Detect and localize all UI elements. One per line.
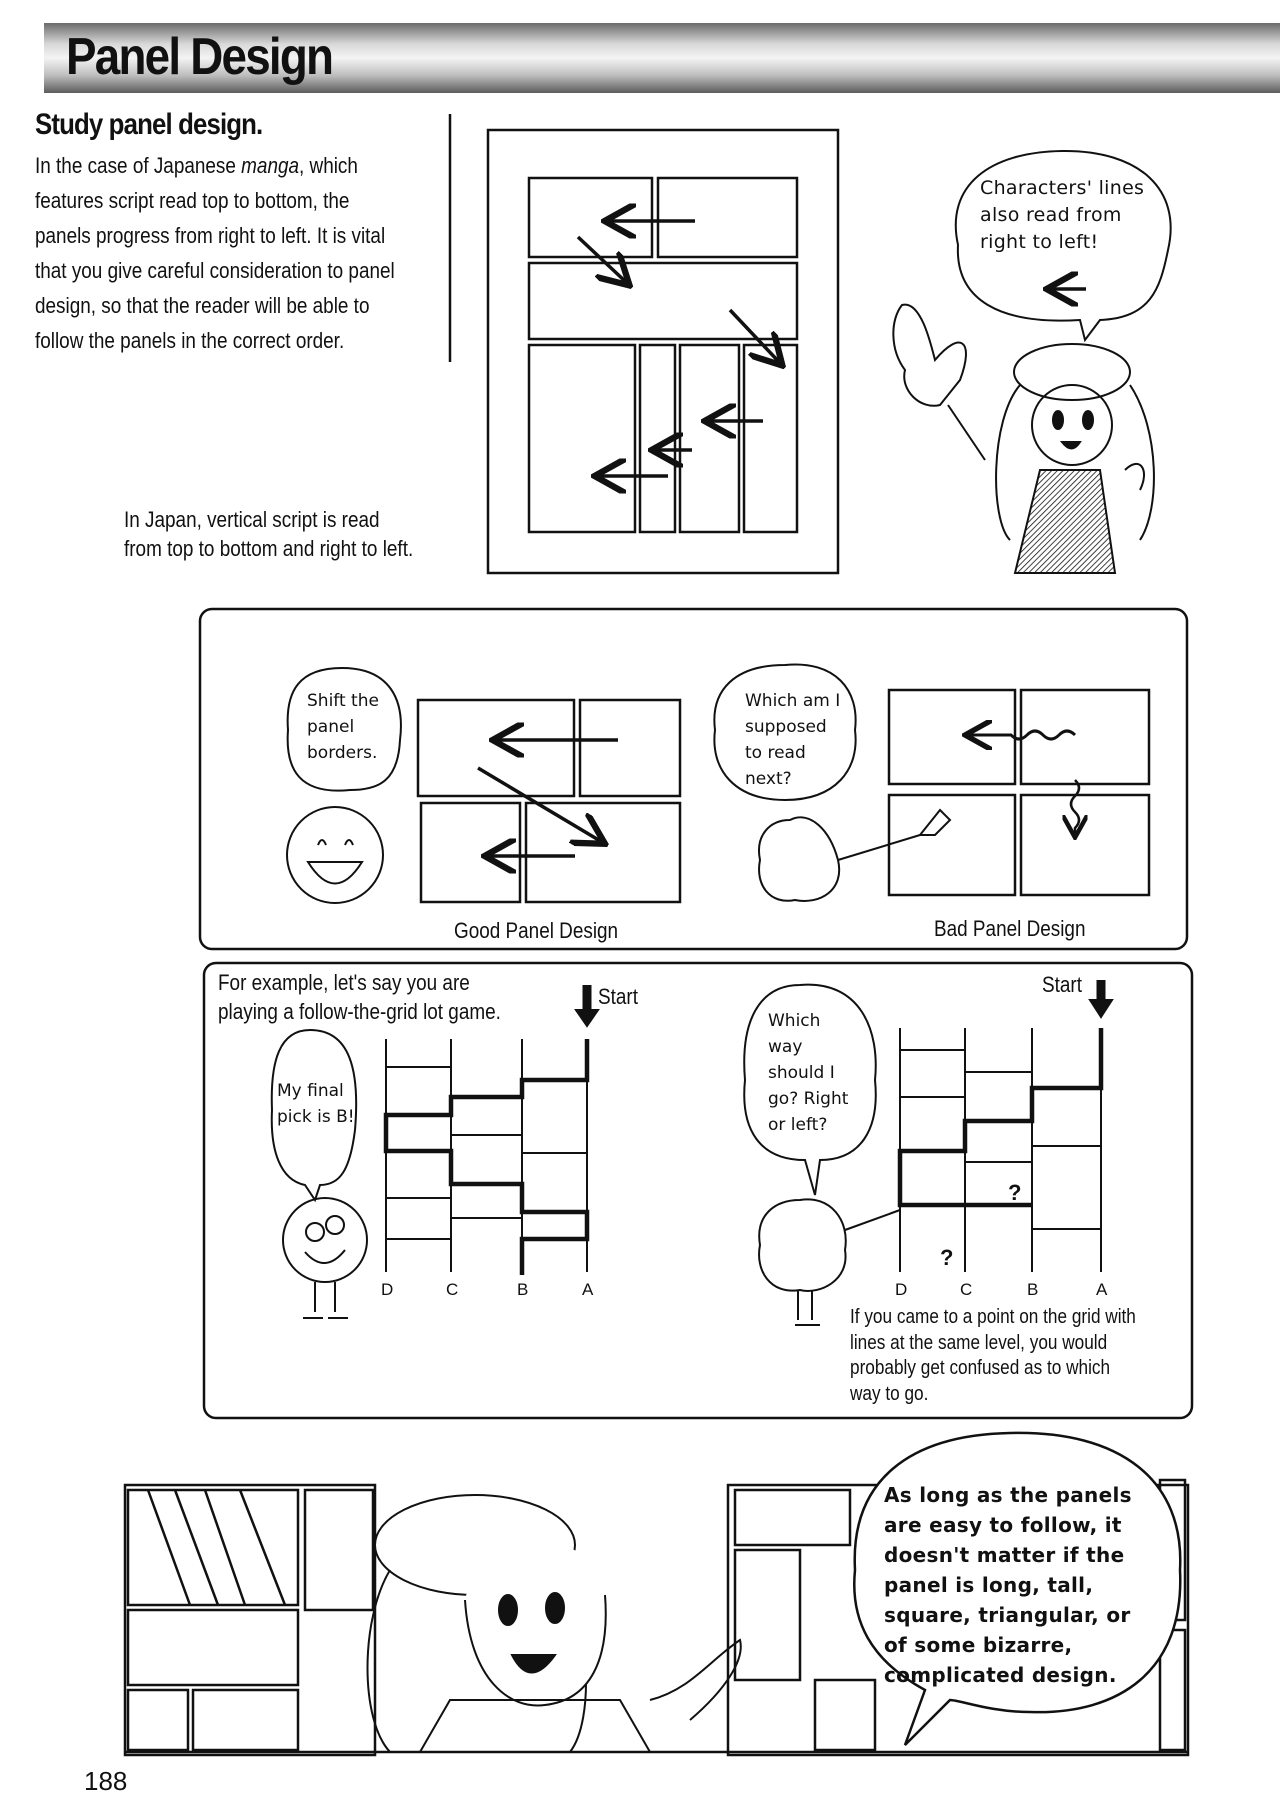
grid-label-d: D [895,1280,908,1299]
good-panel-diagram [418,700,680,902]
bubble-line: Shift the [307,691,379,711]
bubble-text [980,175,1144,256]
bad-panel-caption: Bad Panel Design [934,916,1086,941]
grid-label-a: A [582,1280,594,1299]
caption-line: If you came to a point on the grid with [850,1306,1136,1328]
intro-line: panels progress from right to left. It is vital [35,223,386,248]
intro-line: For example, let's say you are [218,970,470,995]
diagram-caption [124,505,413,563]
bubble-line: are easy to follow, it [884,1513,1122,1537]
girl-character-pointing [893,305,1154,573]
bubble-line: complicated design. [884,1663,1117,1687]
grid-label-b: B [1027,1280,1039,1299]
bubble-line: borders. [307,743,378,763]
bubble-line: panel is long, tall, [884,1573,1094,1597]
intro-line: follow the panels in the correct order. [35,328,345,353]
smiley-character [287,807,383,903]
bubble-line: As long as the panels [884,1483,1132,1507]
right-grid [900,1028,1101,1272]
grid-game-intro [218,968,501,1026]
intro-line: design, so that the reader will be able to [35,293,370,318]
caption-line: way to go. [850,1382,929,1405]
panel-comparison-box [200,609,1187,949]
caption-line: from top to bottom and right to left. [124,536,414,561]
bubble-line: supposed [745,717,827,737]
confused-character [759,810,950,901]
bubble-line: My final [277,1081,344,1101]
bubble-line: should I [768,1063,835,1083]
intro-line: playing a follow-the-grid lot game. [218,999,501,1024]
intro-heading: Study panel design. [35,108,263,141]
page-title: Panel Design [66,28,333,86]
bubble-line: way [768,1037,803,1057]
caption-line: lines at the same level, you would [850,1331,1108,1354]
girl-character-presenting [368,1495,741,1752]
bubble-line: Which am I [745,691,841,711]
bubble-line: to read [745,743,806,763]
intro-line: features script read top to bottom, the [35,188,350,213]
bubble-line: right to left! [980,231,1099,253]
bubble-line: also read from [980,204,1122,226]
page-layout-diagram [488,130,838,573]
bubble-line: of some bizarre, [884,1633,1073,1657]
bubble-line: or left? [768,1115,828,1135]
start-label-right: Start [1042,972,1082,997]
bubble-line: doesn't matter if the [884,1543,1125,1567]
text: , which [299,153,358,178]
bubble-line: panel [307,717,355,737]
caption-line: In Japan, vertical script is read [124,507,380,532]
grid-label-a: A [1096,1280,1108,1299]
emphasis: manga [241,153,300,178]
caption-line: probably get confused as to which [850,1357,1111,1379]
grid-label-d: D [381,1280,394,1299]
bubble-line: square, triangular, or [884,1603,1131,1627]
bubble-line: go? Right [768,1089,849,1109]
bad-panel-diagram [889,690,1149,895]
grid-label-c: C [960,1280,973,1299]
text: In the case of Japanese [35,153,242,178]
start-label-left: Start [598,984,638,1009]
bad-bubble-text [745,688,840,792]
bubble-line: next? [745,769,792,789]
good-bubble-text [307,688,379,766]
left-grid [386,1039,587,1275]
bottom-bubble-text [884,1480,1132,1690]
grid-label-b: B [517,1280,529,1299]
bubble-line: Characters' lines [980,177,1145,199]
bubble-line: Which [768,1011,821,1031]
grid-label-c: C [446,1280,459,1299]
right-bubble-text [768,1008,848,1138]
page-number: 188 [84,1766,128,1796]
intro-line: that you give careful consideration to panel [35,258,395,283]
good-panel-caption: Good Panel Design [454,918,619,943]
question-mark: ? [1008,1180,1022,1205]
left-bubble-text [277,1078,355,1130]
round-character [283,1198,367,1318]
question-mark: ? [940,1245,954,1270]
bubble-line: pick is B! [277,1107,355,1127]
grid-caption [850,1305,1136,1407]
